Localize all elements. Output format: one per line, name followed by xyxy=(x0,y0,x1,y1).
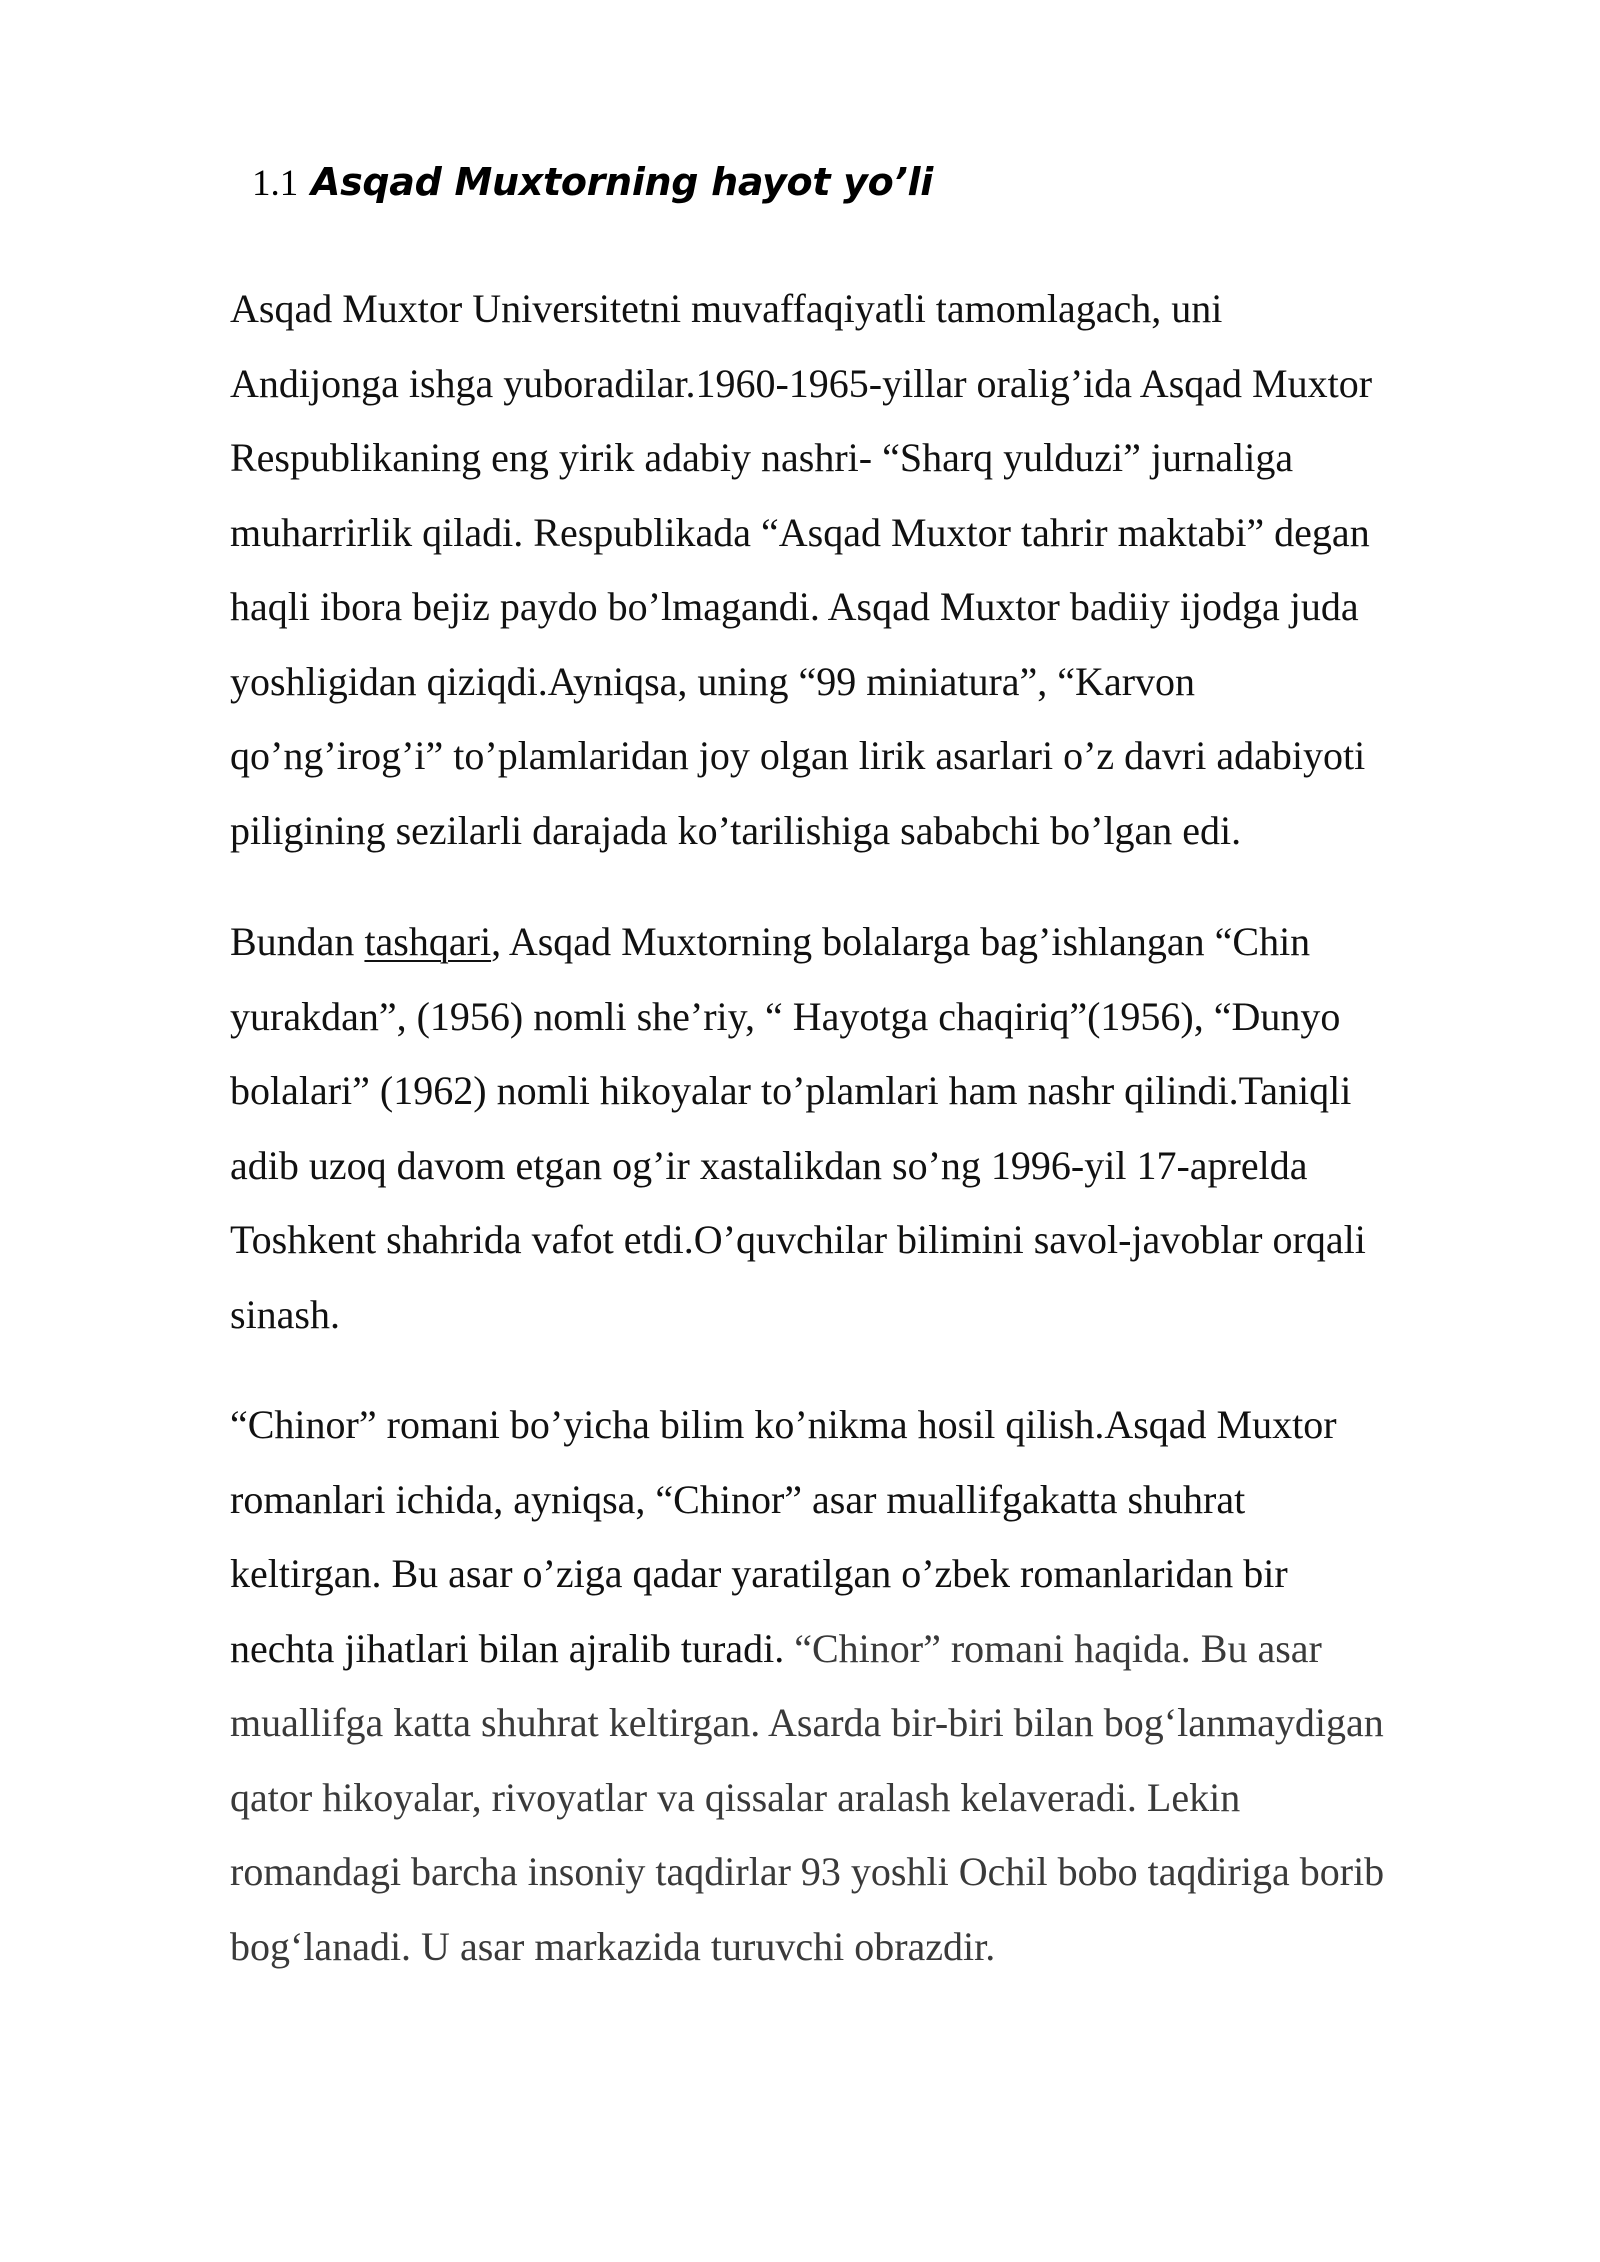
text-run: Bundan xyxy=(230,919,365,964)
paragraph-line: “Chinor” romani bo’yicha bilim ko’nikma hosil qilish.Asqad Muxtor xyxy=(230,1402,1337,1447)
section-title: Asqad Muxtorning hayot yo’li xyxy=(310,160,933,204)
text-run: , Asqad Muxtorning bolalarga bag’ishlangan “Chin xyxy=(491,919,1311,964)
paragraph-1 xyxy=(230,272,1372,868)
paragraph-line: muallifga katta shuhrat keltirgan. Asarda bir-biri bilan bog‘lanmaydigan xyxy=(230,1700,1384,1745)
paragraph-line: piligining sezilarli darajada ko’tarilishiga sababchi bo’lgan edi. xyxy=(230,807,1242,853)
paragraph-line: Respublikaning eng yirik adabiy nashri- “Sharq yulduzi” jurnaliga xyxy=(230,435,1294,480)
text-run: nechta jihatlari bilan ajralib turadi. xyxy=(230,1625,795,1671)
paragraph-line: muharrirlik qiladi. Respublikada “Asqad Muxtor tahrir maktabi” degan xyxy=(230,509,1370,555)
grey-text-run: “Chinor” romani haqida. Bu asar xyxy=(794,1625,1322,1671)
paragraph-line: sinash. xyxy=(230,1291,340,1337)
paragraph-line: qator hikoyalar, rivoyatlar va qissalar aralash kelaveradi. Lekin xyxy=(230,1774,1241,1820)
paragraph-line: bolalari” (1962) nomli hikoyalar to’plamlari ham nashr qilindi.Taniqli xyxy=(230,1068,1352,1113)
paragraph-line: bog‘lanadi. U asar markazida turuvchi obrazdir. xyxy=(230,1923,996,1969)
paragraph-line: romanlari ichida, ayniqsa, “Chinor” asar muallifgakatta shuhrat xyxy=(230,1476,1246,1522)
paragraph-line: qo’ng’irog’i” to’plamlaridan joy olgan lirik asarlari o’z davri adabiyoti xyxy=(230,733,1366,778)
section-heading xyxy=(252,152,933,214)
paragraph-line: haqli ibora bejiz paydo bo’lmagandi. Asqad Muxtor badiiy ijodga juda xyxy=(230,584,1359,629)
paragraph-line: yoshligidan qiziqdi.Ayniqsa, uning “99 miniatura”, “Karvon xyxy=(230,658,1196,704)
paragraph-line: Toshkent shahrida vafot etdi.O’quvchilar bilimini savol-javoblar orqali xyxy=(230,1217,1366,1262)
section-number: 1.1 xyxy=(252,163,299,204)
paragraph-line: Asqad Muxtor Universitetni muvaffaqiyatli tamomlagach, uni xyxy=(230,286,1223,331)
underlined-word: tashqari xyxy=(364,919,492,964)
paragraph-2 xyxy=(230,905,1366,1352)
paragraph-line xyxy=(230,1612,1384,1687)
paragraph-line: adib uzoq davom etgan og’ir xastalikdan so’ng 1996-yil 17-aprelda xyxy=(230,1142,1308,1188)
paragraph-line xyxy=(230,905,1366,980)
paragraph-line: romandagi barcha insoniy taqdirlar 93 yoshli Ochil bobo taqdiriga borib xyxy=(230,1849,1385,1894)
paragraph-3 xyxy=(230,1388,1384,1984)
paragraph-line: Andijonga ishga yuboradilar.1960-1965-yillar oralig’ida Asqad Muxtor xyxy=(230,360,1373,406)
paragraph-line: yurakdan”, (1956) nomli she’riy, “ Hayotga chaqiriq”(1956), “Dunyo xyxy=(230,993,1341,1039)
paragraph-line: keltirgan. Bu asar o’ziga qadar yaratilgan o’zbek romanlaridan bir xyxy=(230,1551,1288,1596)
